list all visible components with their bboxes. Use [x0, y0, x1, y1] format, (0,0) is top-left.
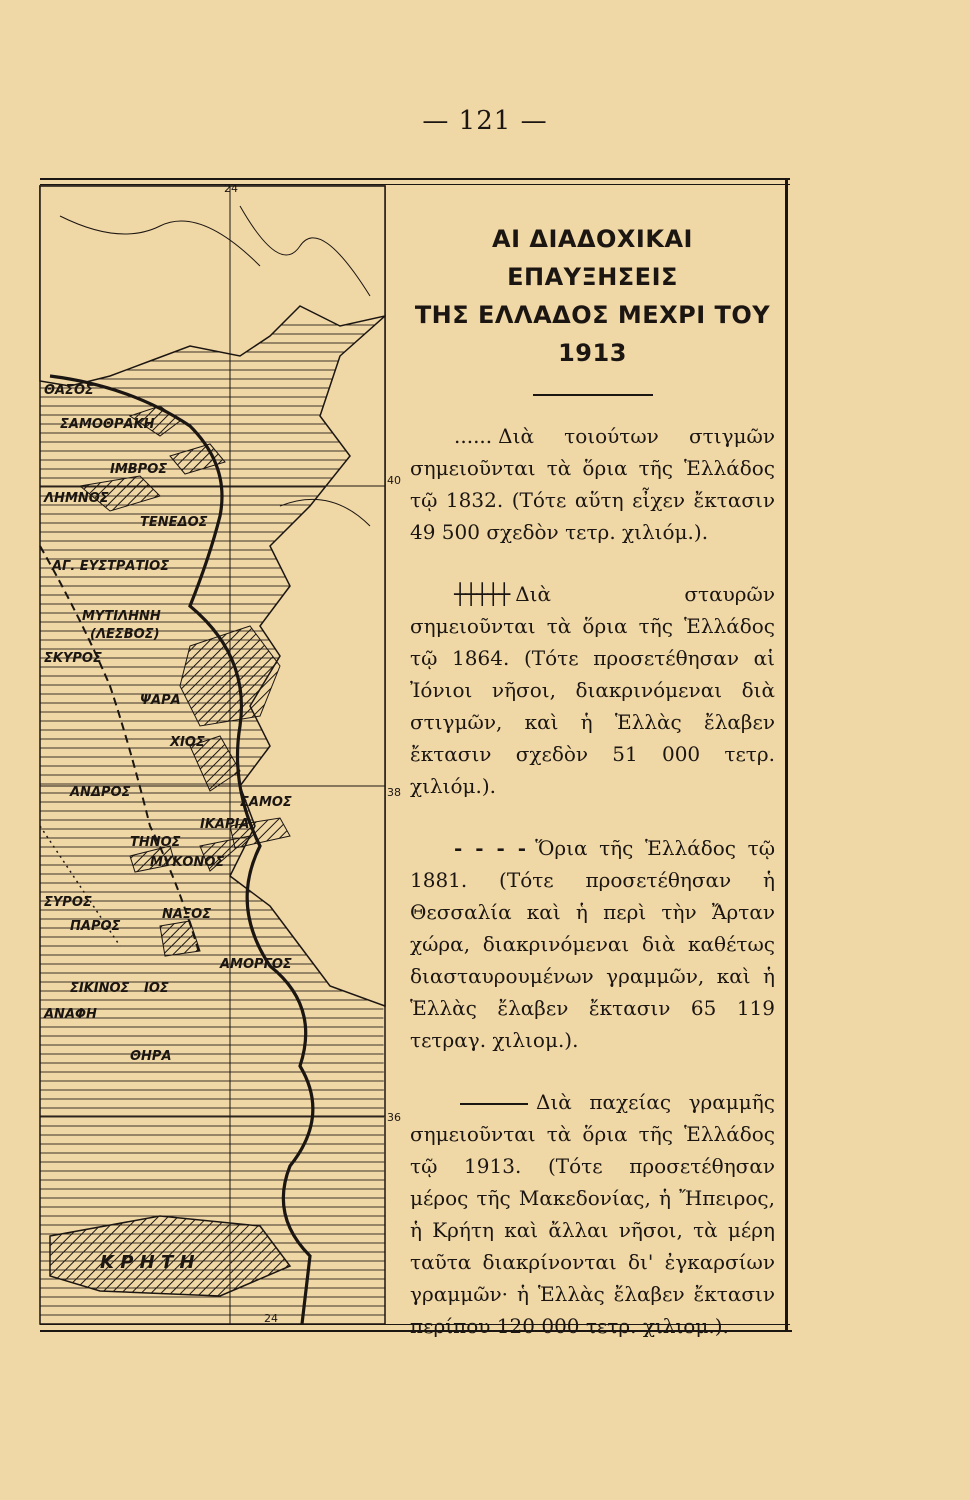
label-anafi: ΑΝΑΦΗ	[44, 1007, 97, 1022]
label-ios: ΙΟΣ	[144, 981, 169, 996]
label-ikaria: ΙΚΑΡΙΑ	[200, 817, 250, 832]
label-mytilini: ΜΥΤΙΛΗΝΗ	[82, 609, 161, 624]
title-rule	[533, 394, 653, 396]
label-lesvos: (ΛΕΣΒΟΣ)	[90, 627, 160, 642]
tick-lat-40: 40	[387, 474, 401, 487]
map-svg	[40, 182, 401, 1325]
label-psara: ΨΑΡΑ	[140, 693, 181, 708]
dashed-marker: - - - -	[454, 836, 530, 860]
tick-top: 24	[224, 182, 238, 195]
top-rule-inner	[40, 184, 790, 185]
label-thasos: ΘΑΣΟΣ	[44, 383, 94, 398]
crosses-marker: ┼┼┼┼┼	[454, 582, 510, 606]
label-chios: ΧΙΟΣ	[170, 735, 205, 750]
label-ag-efstratios: ΑΓ. ΕΥΣΤΡΑΤΙΟΣ	[52, 559, 170, 574]
label-mykonos: ΜΥΚΟΝΟΣ	[150, 855, 225, 870]
bottom-rule-inner	[40, 1324, 790, 1325]
label-thira: ΘΗΡΑ	[130, 1049, 172, 1064]
legend-item-1864	[410, 578, 775, 802]
label-tenedos: ΤΕΝΕΔΟΣ	[140, 515, 208, 530]
label-imvros: ΙΜΒΡΟΣ	[110, 462, 168, 477]
article-title	[410, 220, 775, 372]
label-paros: ΠΑΡΟΣ	[70, 919, 121, 934]
legend-text-1913: Διὰ παχείας γραμμῆς σημειοῦνται τὰ ὅρια τῆς Ἑλλάδος τῷ 1913. (Τότε προσετέθησαν μέρος τῆς Μακεδονίας, ἡ Ἤπειρος, ἡ Κρήτη καὶ ἄλλαι νῆσοι, τὰ μέρη ταῦτα διακρίνονται δι' ἐγκαρσίων γραμμῶν· ἡ Ἑλλὰς ἔλαβεν ἔκτασιν περίπου 120 000 τετρ. χιλιομ.).	[410, 1090, 775, 1338]
label-samothraki: ΣΑΜΟΘΡΑΚΗ	[60, 417, 155, 432]
label-crete: Κ Ρ Η Τ Η	[100, 1252, 195, 1273]
label-samos: ΣΑΜΟΣ	[240, 795, 292, 810]
title-line-1: ΑΙ ΔΙΑΔΟΧΙΚΑΙ ΕΠΑΥΞΗΣΕΙΣ	[492, 225, 693, 291]
tick-lat-38: 38	[387, 786, 401, 799]
label-limnos: ΛΗΜΝΟΣ	[44, 491, 109, 506]
label-skyros: ΣΚΥΡΟΣ	[44, 651, 102, 666]
bottom-rule	[40, 1330, 792, 1332]
legend-text-1864: Διὰ σταυρῶν σημειοῦνται τὰ ὅρια τῆς Ἑλλάδος τῷ 1864. (Τότε προσετέθησαν αἱ Ἰόνιοι νῆσοι, διακρινόμεναι διὰ στιγμῶν, καὶ ἡ Ἑλλὰς ἔλαβεν ἔκτασιν σχεδὸν 51 000 τετρ. χιλιόμ.).	[410, 582, 775, 798]
legend-item-1913	[410, 1086, 775, 1342]
tick-lat-36: 36	[387, 1111, 401, 1124]
label-amorgos: ΑΜΟΡΓΟΣ	[220, 957, 292, 972]
title-line-2: ΤΗΣ ΕΛΛΑΔΟΣ ΜΕΧΡΙ ΤΟΥ 1913	[414, 301, 771, 367]
legend-item-1881	[410, 832, 775, 1056]
map-of-aegean	[40, 182, 401, 1325]
legend-column	[410, 220, 775, 1372]
label-sikinos: ΣΙΚΙΝΟΣ	[70, 981, 130, 996]
label-andros: ΑΝΔΡΟΣ	[70, 785, 131, 800]
tick-bottom: 24	[264, 1312, 278, 1325]
legend-item-1832	[410, 420, 775, 548]
legend-text-1832: Διὰ τοιούτων στιγμῶν σημειοῦνται τὰ ὅρια τῆς Ἑλλάδος τῷ 1832. (Τότε αὕτη εἶχεν ἔκτασιν 49 500 σχεδὸν τετρ. χιλιόμ.).	[410, 424, 775, 544]
page-number: — 121 —	[422, 106, 548, 136]
label-syros: ΣΥΡΟΣ	[44, 895, 92, 910]
thick-line-marker	[460, 1103, 528, 1105]
label-naxos: ΝΑΞΟΣ	[162, 907, 212, 922]
dotted-marker: ......	[454, 424, 493, 448]
legend-text-1881: Ὅρια τῆς Ἑλλάδος τῷ 1881. (Τότε προσετέθησαν ἡ Θεσσαλία καὶ ἡ περὶ τὴν Ἄρταν χώρα, διακρινόμεναι διὰ καθέτως διασταυρουμένων γραμμῶν, καὶ ἡ Ἑλλὰς ἔλαβεν ἔκτασιν 65 119 τετραγ. χιλιομ.).	[410, 836, 775, 1052]
right-frame-rule	[785, 178, 788, 1332]
label-tinos: ΤΗΝΟΣ	[130, 835, 181, 850]
top-rule	[40, 178, 790, 180]
